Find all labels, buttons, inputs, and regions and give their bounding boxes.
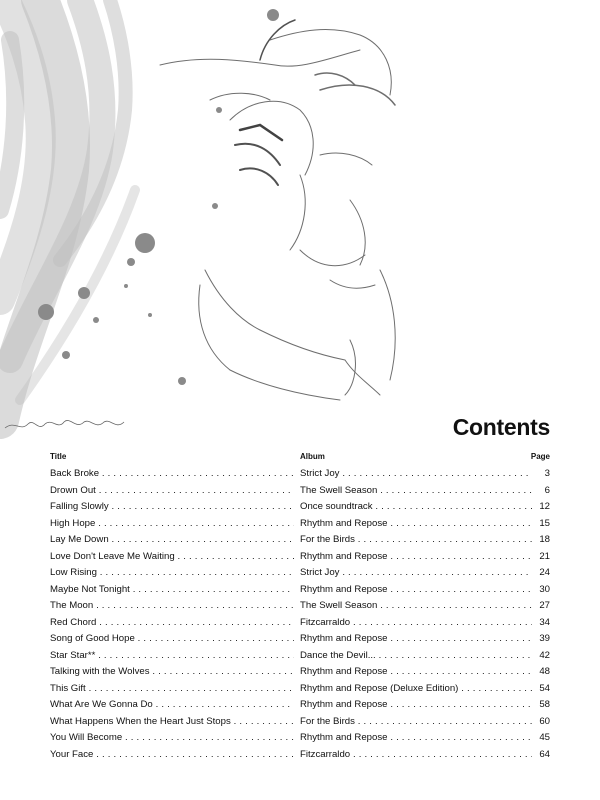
- song-title: Low Rising . . .: [50, 565, 294, 582]
- face-sketch: [160, 20, 395, 400]
- album-name: Rhythm and Repose . . .: [300, 549, 532, 566]
- page-number: 45: [539, 732, 550, 743]
- table-row: [50, 532, 550, 549]
- album-name: Fitzcarraldo . . .: [300, 747, 532, 764]
- album-name: Rhythm and Repose . . .: [300, 697, 532, 714]
- song-title: Talking with the Wolves . . .: [50, 664, 294, 681]
- album-name: Rhythm and Repose . . .: [300, 582, 532, 599]
- page-number: 24: [539, 567, 550, 578]
- song-title: Drown Out . . .: [50, 483, 294, 500]
- table-row: [50, 483, 550, 500]
- table-row: [50, 747, 550, 764]
- table-row: [50, 730, 550, 747]
- album-name: The Swell Season . . .: [300, 483, 532, 500]
- album-name: Strict Joy . . .: [300, 466, 532, 483]
- song-title: Maybe Not Tonight . . .: [50, 582, 294, 599]
- table-row: [50, 664, 550, 681]
- song-title: Song of Good Hope . . .: [50, 631, 294, 648]
- table-row: [50, 516, 550, 533]
- page-number: 54: [539, 682, 550, 694]
- album-name: Dance the Devil... . . .: [300, 648, 532, 665]
- table-row: [50, 565, 550, 582]
- page-number: 21: [539, 550, 550, 562]
- album-name: Rhythm and Repose (Deluxe Edition) . . .: [300, 681, 532, 698]
- contents-table: [50, 452, 550, 763]
- album-name: For the Birds . . .: [300, 714, 532, 731]
- page-number: 12: [539, 501, 550, 512]
- table-row: [50, 549, 550, 566]
- page-number: 64: [539, 748, 550, 760]
- page-number: 58: [539, 699, 550, 710]
- song-title: What Are We Gonna Do . . .: [50, 697, 294, 714]
- page-number: 3: [544, 468, 550, 479]
- page-title: Contents: [452, 414, 550, 440]
- song-title: High Hope . . .: [50, 516, 294, 533]
- page-number: 48: [539, 666, 550, 677]
- song-title: Love Don't Leave Me Waiting . . .: [50, 549, 294, 566]
- table-row: [50, 582, 550, 599]
- table-row: [50, 681, 550, 698]
- album-name: For the Birds . . .: [300, 532, 532, 549]
- page-number: 27: [539, 600, 550, 611]
- album-name: Rhythm and Repose . . .: [300, 730, 532, 747]
- column-header-album: Album: [300, 452, 325, 461]
- table-row: [50, 615, 550, 632]
- table-row: [50, 598, 550, 615]
- table-body: [50, 466, 550, 763]
- page-number: 15: [539, 517, 550, 529]
- column-header-title: Title: [50, 452, 67, 461]
- song-title: Red Chord . . .: [50, 615, 294, 632]
- song-title: The Moon . . .: [50, 598, 294, 615]
- table-row: [50, 499, 550, 516]
- table-row: [50, 714, 550, 731]
- song-title: What Happens When the Heart Just Stops . . .: [50, 714, 294, 731]
- album-name: Fitzcarraldo . . .: [300, 615, 532, 632]
- page-number: 18: [539, 534, 550, 545]
- album-name: Rhythm and Repose . . .: [300, 664, 532, 681]
- table-row: [50, 466, 550, 483]
- column-header-page: Page: [530, 452, 550, 461]
- album-name: Strict Joy . . .: [300, 565, 532, 582]
- page-number: 60: [539, 715, 550, 727]
- table-row: [50, 697, 550, 714]
- table-header: [50, 452, 550, 466]
- page-number: 39: [539, 633, 550, 644]
- album-name: Rhythm and Repose . . .: [300, 516, 532, 533]
- page-number: 30: [539, 583, 550, 595]
- album-name: Rhythm and Repose . . .: [300, 631, 532, 648]
- song-title: Back Broke . . .: [50, 466, 294, 483]
- table-row: [50, 648, 550, 665]
- song-title: This Gift . . .: [50, 681, 294, 698]
- song-title: Lay Me Down . . .: [50, 532, 294, 549]
- signature-scribble: [5, 420, 124, 428]
- table-row: [50, 631, 550, 648]
- song-title: Star Star** . . .: [50, 648, 294, 665]
- album-name: The Swell Season . . .: [300, 598, 532, 615]
- page-number: 6: [544, 484, 550, 496]
- album-name: Once soundtrack . . .: [300, 499, 532, 516]
- song-title: Your Face . . .: [50, 747, 294, 764]
- page-number: 42: [539, 649, 550, 661]
- song-title: Falling Slowly . . .: [50, 499, 294, 516]
- page-number: 34: [539, 616, 550, 628]
- song-title: You Will Become . . .: [50, 730, 294, 747]
